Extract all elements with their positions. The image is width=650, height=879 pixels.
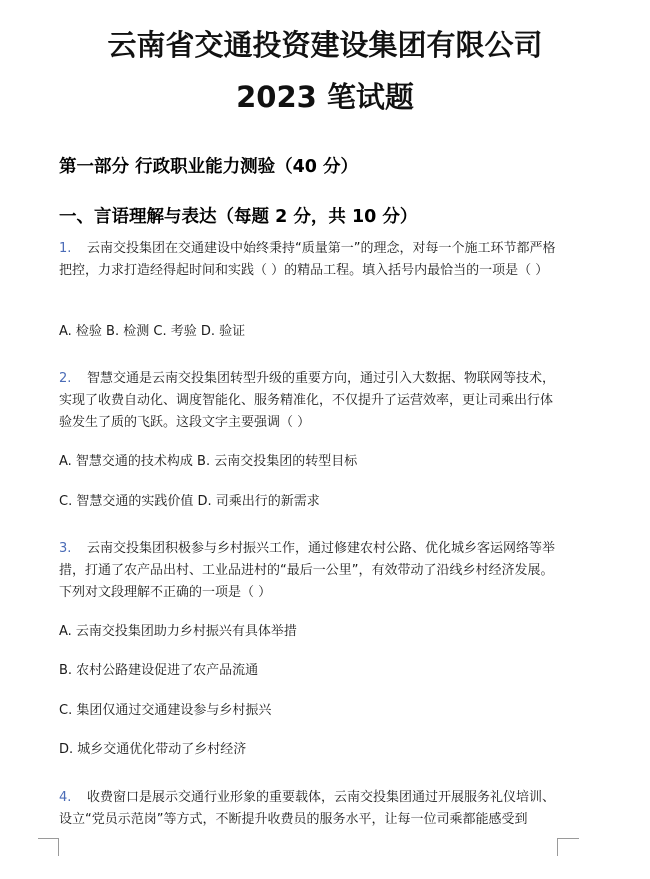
question-1 bbox=[59, 238, 559, 282]
page-corner-mark-left-horizontal bbox=[38, 838, 58, 839]
page-corner-mark-right bbox=[557, 838, 558, 856]
question-3 bbox=[59, 538, 559, 604]
section-heading: 一、言语理解与表达（每题 2 分，共 10 分） bbox=[59, 207, 418, 227]
question-3-option-b: B. 农村公路建设促进了农产品流通 bbox=[59, 663, 259, 678]
page-corner-mark-right-horizontal bbox=[557, 838, 579, 839]
question-text: 云南交投集团在交通建设中始终秉持“质量第一”的理念，对每一个施工环节都严格把控，力求打造经得起时间和实践（ ）的精品工程。填入括号内最恰当的一项是（ ） bbox=[59, 241, 556, 278]
page-corner-mark-left bbox=[58, 838, 59, 856]
part-heading: 第一部分 行政职业能力测验（40 分） bbox=[59, 157, 359, 177]
question-number: 3. bbox=[59, 541, 72, 556]
question-2 bbox=[59, 368, 559, 434]
question-number: 4. bbox=[59, 790, 72, 805]
document-title: 云南省交通投资建设集团有限公司 bbox=[107, 28, 543, 62]
question-text: 云南交投集团积极参与乡村振兴工作，通过修建农村公路、优化城乡客运网络等举措，打通了农产品出村、工业品进村的“最后一公里”，有效带动了沿线乡村经济发展。下列对文段理解不正确的一项是（ ） bbox=[59, 541, 556, 600]
question-text: 收费窗口是展示交通行业形象的重要载体，云南交投集团通过开展服务礼仪培训、设立“党员示范岗”等方式，不断提升收费员的服务水平，让每一位司乘都能感受到 bbox=[59, 790, 556, 827]
document-subtitle: 2023 笔试题 bbox=[236, 80, 414, 114]
question-text: 智慧交通是云南交投集团转型升级的重要方向，通过引入大数据、物联网等技术，实现了收费自动化、调度智能化、服务精准化，不仅提升了运营效率，更让司乘出行体验发生了质的飞跃。这段文字主要强调（ ） bbox=[59, 371, 556, 430]
question-3-option-c: C. 集团仅通过交通建设参与乡村振兴 bbox=[59, 703, 272, 718]
question-3-option-a: A. 云南交投集团助力乡村振兴有具体举措 bbox=[59, 624, 297, 639]
question-number: 1. bbox=[59, 241, 72, 256]
question-2-options-row-1: A. 智慧交通的技术构成 B. 云南交投集团的转型目标 bbox=[59, 454, 358, 469]
question-2-options-row-2: C. 智慧交通的实践价值 D. 司乘出行的新需求 bbox=[59, 494, 320, 509]
question-1-options: A. 检验 B. 检测 C. 考验 D. 验证 bbox=[59, 324, 246, 339]
question-3-option-d: D. 城乡交通优化带动了乡村经济 bbox=[59, 742, 247, 757]
question-number: 2. bbox=[59, 371, 72, 386]
question-4 bbox=[59, 787, 559, 831]
